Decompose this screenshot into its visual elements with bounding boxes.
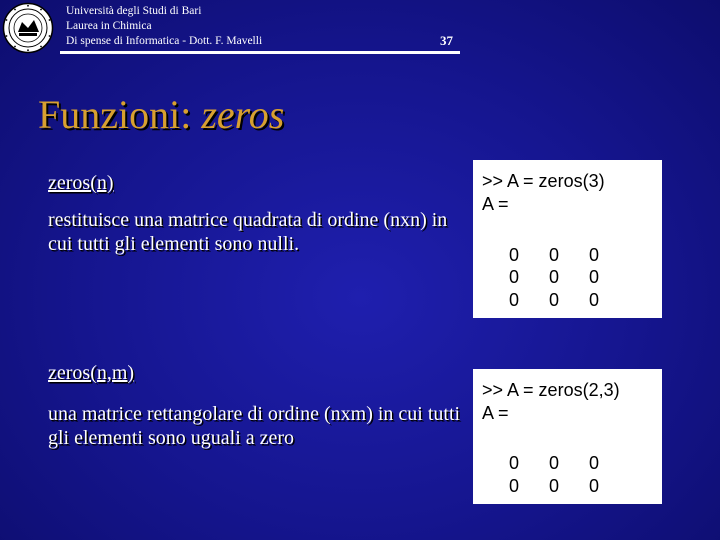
- result-label: A =: [482, 194, 509, 214]
- university-seal-icon: [2, 2, 54, 54]
- matrix-cell: 0: [548, 267, 559, 287]
- command-line: >> A = zeros(3): [482, 171, 605, 191]
- matrix-cell: 0: [588, 245, 599, 265]
- matrix-cell: 0: [508, 290, 519, 310]
- slide-title: [38, 92, 284, 138]
- slide-header: [0, 0, 460, 56]
- matrix-cell: 0: [588, 453, 599, 473]
- header-divider: [60, 51, 460, 54]
- result-label: A =: [482, 403, 509, 423]
- matrix-cell: 0: [508, 453, 519, 473]
- command-line: >> A = zeros(2,3): [482, 380, 620, 400]
- course-name: Laurea in Chimica: [66, 20, 152, 32]
- header-text: [66, 4, 262, 49]
- function-description-zeros-n: restituisce una matrice quadrata di ordine (nxn) in cui tutti gli elementi sono nulli.: [48, 209, 448, 255]
- matrix-cell: 0: [548, 290, 559, 310]
- function-signature-zeros-nm: zeros(n,m): [48, 362, 135, 384]
- code-example-zeros-nm: [473, 369, 662, 504]
- matrix-cell: 0: [548, 476, 559, 496]
- matrix-cell: 0: [548, 453, 559, 473]
- matrix-row: [473, 452, 662, 474]
- slide-title-function: zeros: [201, 92, 285, 137]
- function-description-zeros-nm: una matrice rettangolare di ordine (nxm) in cui tutti gli elementi sono uguali a zero: [48, 403, 461, 449]
- matrix-cell: 0: [508, 267, 519, 287]
- lecture-notes-credit: Di spense di Informatica - Dott. F. Mavelli: [66, 35, 263, 47]
- matrix-row: [473, 266, 662, 288]
- matrix-cell: 0: [548, 245, 559, 265]
- matrix-cell: 0: [508, 245, 519, 265]
- matrix-cell: 0: [588, 290, 599, 310]
- university-name: Università degli Studi di Bari: [66, 5, 202, 17]
- matrix-row: [473, 475, 662, 497]
- function-signature-zeros-n: zeros(n): [48, 172, 114, 194]
- matrix-row: [473, 289, 662, 311]
- matrix-cell: 0: [588, 476, 599, 496]
- page-number: 37: [440, 33, 453, 48]
- matrix-cell: 0: [588, 267, 599, 287]
- matrix-row: [473, 244, 662, 266]
- slide-title-main: Funzioni:: [38, 92, 192, 137]
- matrix-cell: 0: [508, 476, 519, 496]
- code-example-zeros-n: [473, 160, 662, 318]
